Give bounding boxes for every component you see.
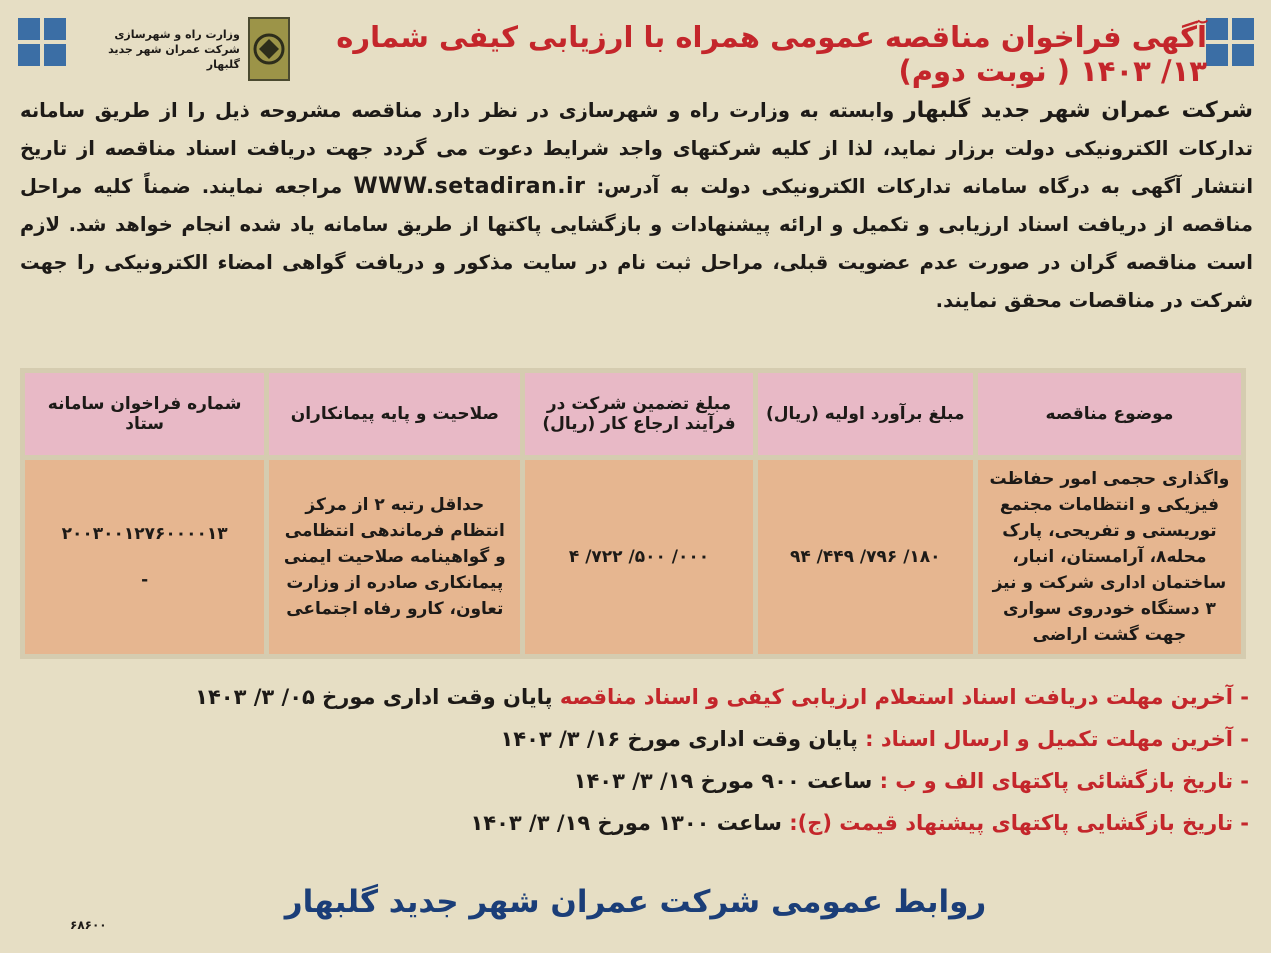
call-number-extra: - (141, 570, 149, 590)
header-estimate: مبلغ برآورد اولیه (ریال) (758, 373, 973, 455)
intro-paragraph (20, 92, 1253, 320)
corner-square-top-left-3 (18, 44, 40, 66)
header-qualification: صلاحیت و پایه پیمانکاران (269, 373, 520, 455)
deadline-label: - تاریخ بازگشائی پاکتهای الف و ب : (879, 769, 1249, 793)
logo-line-2: شرکت عمران شهر جدید گلبهار (108, 42, 240, 71)
corner-square-top-right (1206, 18, 1228, 40)
deadline-value: پایان وقت اداری مورخ ۰۵/ ۳/ ۱۴۰۳ (195, 685, 553, 709)
header-guarantee: مبلغ تضمین شرکت در فرآیند ارجاع کار (ریال) (525, 373, 752, 455)
corner-square-top-left-4 (44, 44, 66, 66)
deadline-value: ساعت ۹۰۰ مورخ ۱۹/ ۳/ ۱۴۰۳ (573, 769, 873, 793)
deadline-item (69, 718, 1249, 760)
ministry-emblem-icon (248, 17, 290, 81)
corner-square-top-left (18, 18, 40, 40)
corner-square-top-right-2 (1232, 18, 1254, 40)
website-link[interactable]: WWW.setadiran.ir (353, 174, 586, 199)
deadlines-list (69, 676, 1249, 844)
tender-table (20, 368, 1246, 659)
deadline-value: ساعت ۱۳۰۰ مورخ ۱۹/ ۳/ ۱۴۰۳ (470, 811, 782, 835)
ad-code: ۶۸۶۰۰ (70, 918, 107, 932)
page-title: آگهی فراخوان مناقصه عمومی همراه با ارزیابی کیفی شماره ۱۳/ ۱۴۰۳ ( نوبت دوم) (336, 20, 1207, 88)
call-number-value: ۲۰۰۳۰۰۱۲۷۶۰۰۰۰۱۳ (61, 524, 228, 544)
cell-estimate: ۱۸۰/ ۷۹۶/ ۴۴۹/ ۹۴ (758, 460, 973, 654)
corner-square-top-right-3 (1206, 44, 1228, 66)
logo-line-1: وزارت راه و شهرسازی (114, 27, 240, 41)
header-call-number: شماره فراخوان سامانه ستاد (25, 373, 264, 455)
table-header-row (25, 373, 1241, 455)
deadline-item (69, 802, 1249, 844)
header-subject: موضوع مناقصه (978, 373, 1241, 455)
cell-subject: واگذاری حجمی امور حفاظت فیزیکی و انتظامات مجتمع توریستی و تفریحی، پارک محله۸، آرامستان، انبار، ساختمان اداری شرکت و نیز ۳ دستگاه خودروی سواری جهت گشت اراضی (978, 460, 1241, 654)
cell-qualification: حداقل رتبه ۲ از مرکز انتظام فرماندهی انتظامی و گواهینامه صلاحیت ایمنی پیمانکاری صادره از وزارت تعاون، کارو رفاه اجتماعی (269, 460, 520, 654)
ministry-logo (100, 14, 290, 84)
deadline-label: - آخرین مهلت دریافت اسناد استعلام ارزیابی کیفی و اسناد مناقصه (559, 685, 1249, 709)
company-name: شرکت عمران شهر جدید گلبهار (903, 98, 1254, 123)
deadline-item (69, 760, 1249, 802)
logo-text (100, 27, 240, 72)
intro-text-2: مراجعه نمایند. ضمناً کلیه مراحل مناقصه از دریافت اسناد ارزیابی و تکمیل و ارائه پیشنهادات و بازگشایی پاکتها از طریق سامانه یاد شده انجام خواهد شد. لازم است مناقصه گران در صورت عدم عضویت قبلی، مراحل ثبت نام در سایت مذکور و دریافت گواهی امضاء الکترونیکی را جهت شرکت در مناقصات محقق نمایند. (20, 175, 1253, 312)
cell-call-number (25, 460, 264, 654)
cell-guarantee: ۰۰۰/ ۵۰۰/ ۷۲۲/ ۴ (525, 460, 752, 654)
corner-square-top-left-2 (44, 18, 66, 40)
table-row (25, 460, 1241, 654)
deadline-label: - آخرین مهلت تکمیل و ارسال اسناد : (865, 727, 1249, 751)
corner-square-top-right-4 (1232, 44, 1254, 66)
deadline-item (69, 676, 1249, 718)
deadline-value: پایان وقت اداری مورخ ۱۶/ ۳/ ۱۴۰۳ (500, 727, 858, 751)
deadline-label: - تاریخ بازگشایی پاکتهای پیشنهاد قیمت (ج): (789, 811, 1249, 835)
intro-text-1: وابسته به وزارت راه و شهرسازی در نظر دارد مناقصه مشروحه ذیل را از طریق سامانه تدارکات الکترونیکی دولت برزار نماید، لذا از کلیه شرکتهای واجد شرایط دعوت می گردد جهت دریافت اسناد مناقصه از تاریخ انتشار آگهی به درگاه سامانه تدارکات الکترونیکی دولت به آدرس: (20, 99, 1253, 198)
footer-public-relations: روابط عمومی شرکت عمران شهر جدید گلبهار (284, 884, 987, 920)
